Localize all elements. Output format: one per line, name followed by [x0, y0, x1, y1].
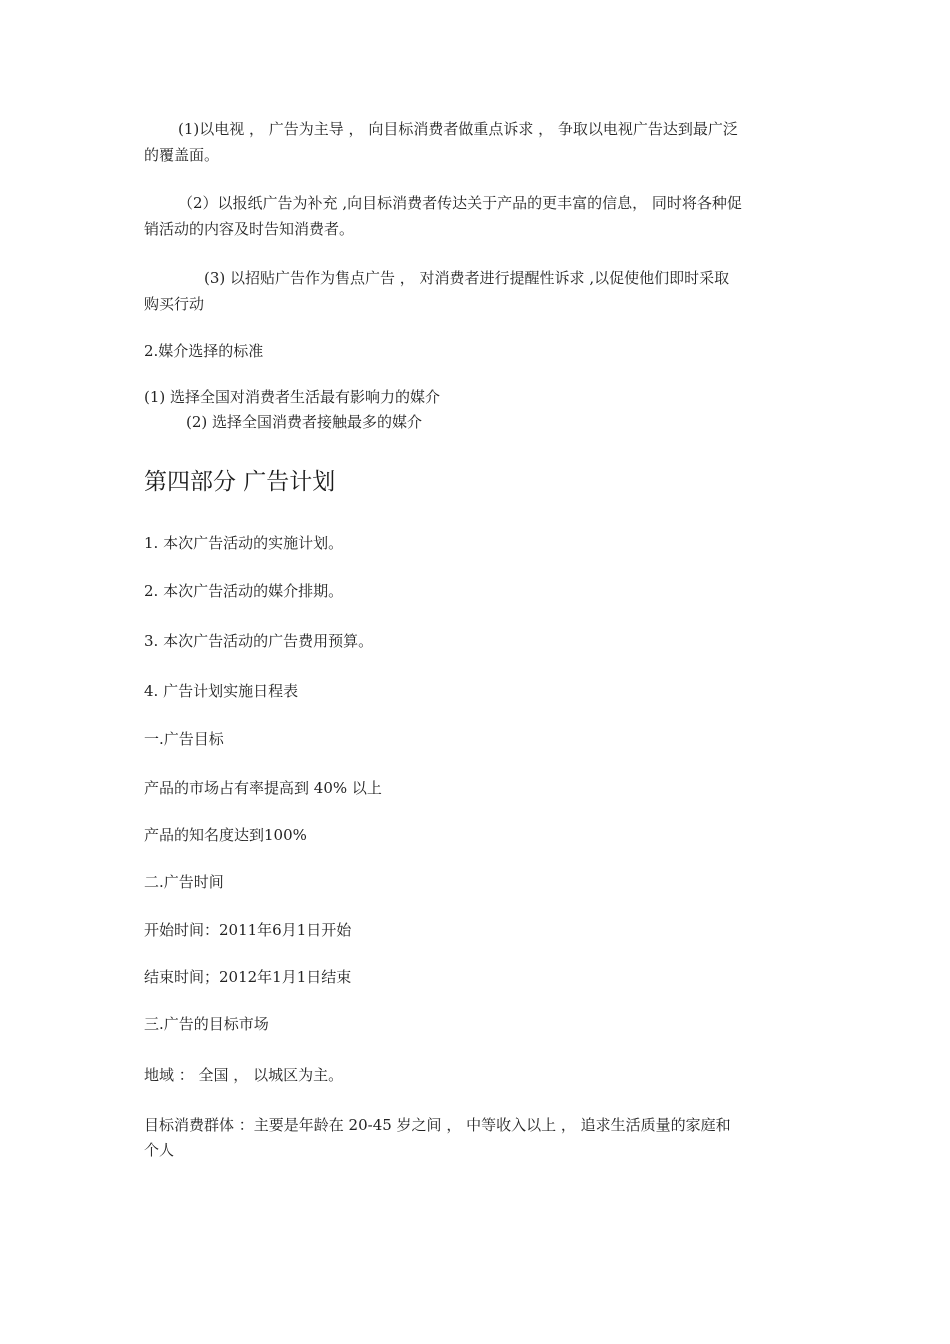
ad-time-end: 结束时间；2012年1月1日结束 — [144, 968, 352, 986]
target-market-region: 地域 ： 全国 ， 以城区为主。 — [144, 1066, 344, 1084]
ad-time-title: 二.广告时间 — [144, 873, 224, 891]
media-criteria-item-2: (2) 选择全国消费者接触最多的媒介 — [186, 413, 423, 431]
media-strategy-p1-line2: 的覆盖面。 — [144, 146, 220, 164]
target-market-group-line2: 个人 — [144, 1141, 175, 1159]
ad-goal-line-2: 产品的知名度达到100% — [144, 826, 307, 844]
ad-time-start: 开始时间：2011年6月1日开始 — [144, 921, 352, 939]
ad-goal-line-1: 产品的市场占有率提高到 40% 以上 — [144, 779, 382, 797]
plan-item-4: 4. 广告计划实施日程表 — [144, 682, 299, 700]
media-strategy-p2-line2: 销活动的内容及时告知消费者。 — [144, 220, 355, 238]
media-strategy-p2-line1: （2）以报纸广告为补充 ,向目标消费者传达关于产品的更丰富的信息， 同时将各种促 — [178, 194, 742, 212]
ad-goal-title: 一.广告目标 — [144, 730, 224, 748]
media-strategy-p3-line1: (3) 以招贴广告作为售点广告 ， 对消费者进行提醒性诉求 ,以促使他们即时采取 — [204, 269, 730, 287]
section-heading-part-four: 第四部分 广告计划 — [144, 469, 336, 495]
plan-item-1: 1. 本次广告活动的实施计划。 — [144, 534, 344, 552]
target-market-title: 三.广告的目标市场 — [144, 1015, 269, 1033]
media-strategy-p3-line2: 购买行动 — [144, 295, 205, 313]
plan-item-3: 3. 本次广告活动的广告费用预算。 — [144, 632, 374, 650]
target-market-group-line1: 目标消费群体 ：主要是年龄在 20-45 岁之间 ， 中等收入以上 ， 追求生活质量的家庭和 — [144, 1116, 731, 1134]
plan-item-2: 2. 本次广告活动的媒介排期。 — [144, 582, 344, 600]
media-criteria-item-1: (1) 选择全国对消费者生活最有影响力的媒介 — [144, 388, 441, 406]
media-strategy-p1-line1: (1)以电视 ， 广告为主导 ， 向目标消费者做重点诉求 ， 争取以电视广告达到最广泛 — [178, 120, 738, 138]
media-criteria-title: 2.媒介选择的标准 — [144, 342, 264, 360]
